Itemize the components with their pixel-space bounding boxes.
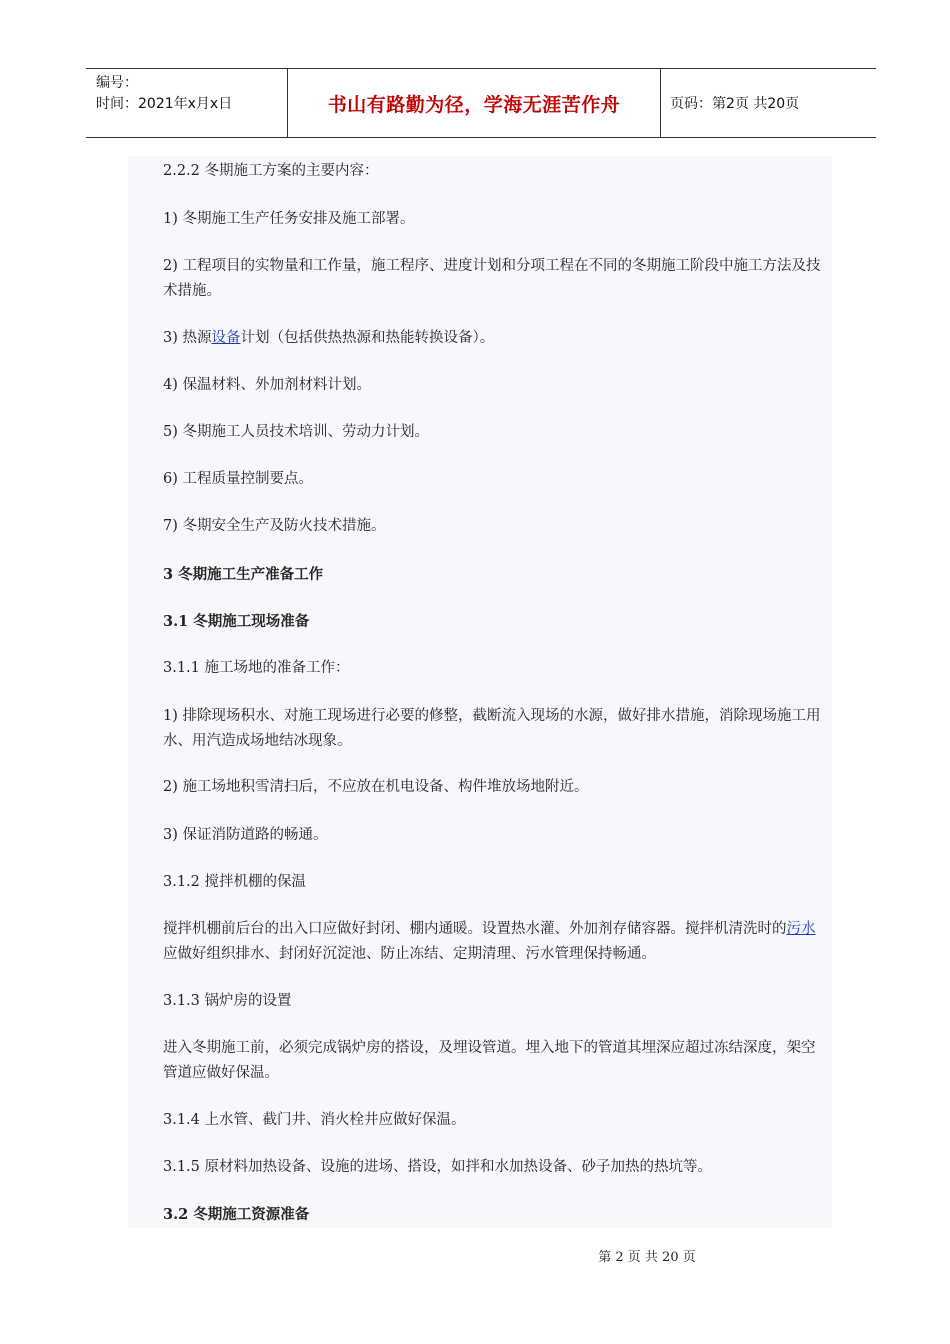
paragraph: 1) 排除现场积水、对施工现场进行必要的修整，截断流入现场的水源，做好排水措施，消除现场施工用水、用汽造成场地结冰现象。 bbox=[163, 708, 821, 749]
paragraph: 1) 冬期施工生产任务安排及施工部署。 bbox=[163, 211, 415, 227]
page-header bbox=[86, 68, 876, 138]
paragraph: 2) 施工场地积雪清扫后，不应放在机电设备、构件堆放场地附近。 bbox=[163, 779, 589, 795]
header-page-label: 页码：第2页 共20页 bbox=[670, 96, 800, 112]
paragraph: 4) 保温材料、外加剂材料计划。 bbox=[163, 377, 371, 393]
paragraph: 6) 工程质量控制要点。 bbox=[163, 471, 313, 487]
equipment-link[interactable]: 设备 bbox=[211, 330, 241, 346]
paragraph: 2.2.2 冬期施工方案的主要内容： bbox=[163, 163, 379, 179]
paragraph: 3.1.5 原材料加热设备、设施的进场、搭设，如拌和水加热设备、砂子加热的热坑等。 bbox=[163, 1159, 713, 1175]
paragraph: 3.1.3 锅炉房的设置 bbox=[163, 993, 292, 1009]
section-heading: 3.1 冬期施工现场准备 bbox=[163, 613, 310, 630]
paragraph: 2) 工程项目的实物量和工作量，施工程序、进度计划和分项工程在不同的冬期施工阶段中施工方法及技术措施。 bbox=[163, 258, 821, 299]
doc-time-label: 时间：2021年x月x日 bbox=[96, 96, 233, 112]
paragraph bbox=[163, 917, 828, 967]
paragraph-text: 3) 热源 bbox=[163, 330, 212, 346]
paragraph: 3.1.1 施工场地的准备工作： bbox=[163, 660, 350, 676]
paragraph: 3.1.2 搅拌机棚的保温 bbox=[163, 874, 307, 890]
footer-page-number: 第 2 页 共 20 页 bbox=[598, 1250, 696, 1265]
section-heading: 3 冬期施工生产准备工作 bbox=[163, 566, 324, 583]
paragraph-text: 搅拌机棚前后台的出入口应做好封闭、棚内通暖。设置热水灌、外加剂存储容器。搅拌机清洗时的 bbox=[163, 921, 787, 937]
paragraph: 进入冬期施工前，必须完成锅炉房的搭设，及埋设管道。埋入地下的管道其埋深应超过冻结深度，架空管道应做好保温。 bbox=[163, 1040, 816, 1081]
doc-number-label: 编号： bbox=[96, 75, 138, 91]
paragraph-text: 计划（包括供热热源和热能转换设备）。 bbox=[240, 330, 495, 346]
paragraph: 3) 保证消防道路的畅通。 bbox=[163, 827, 328, 843]
section-heading: 3.2 冬期施工资源准备 bbox=[163, 1206, 310, 1223]
page-footer bbox=[0, 1246, 950, 1265]
paragraph bbox=[163, 326, 828, 351]
header-page-cell bbox=[661, 69, 876, 137]
header-motto: 书山有路勤为径，学海无涯苦作舟 bbox=[327, 93, 621, 116]
sewage-link[interactable]: 污水 bbox=[786, 921, 816, 937]
header-meta bbox=[86, 69, 288, 137]
paragraph-text: 应做好组织排水、封闭好沉淀池、防止冻结、定期清理、污水管理保持畅通。 bbox=[163, 946, 656, 962]
paragraph: 3.1.4 上水管、截门井、消火栓井应做好保温。 bbox=[163, 1112, 466, 1128]
paragraph: 7) 冬期安全生产及防火技术措施。 bbox=[163, 518, 386, 534]
header-motto-cell bbox=[288, 69, 661, 137]
paragraph: 5) 冬期施工人员技术培训、劳动力计划。 bbox=[163, 424, 429, 440]
document-body bbox=[128, 156, 832, 1228]
